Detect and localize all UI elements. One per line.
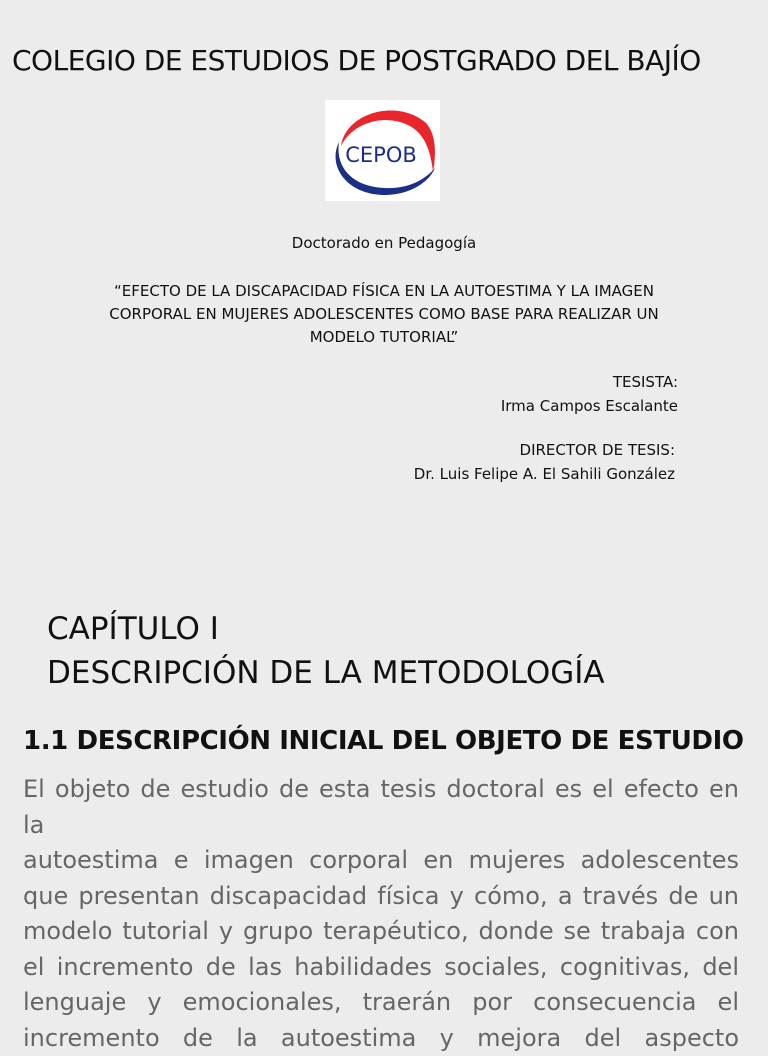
- logo-text: CEPOB: [345, 143, 417, 167]
- institution-name: COLEGIO DE ESTUDIOS DE POSTGRADO DEL BAJÍO: [12, 44, 701, 77]
- director-name: Dr. Luis Felipe A. El Sahili González: [414, 462, 675, 486]
- body-line: el incremento de las habilidades sociales, cognitivas, del: [23, 950, 739, 986]
- body-line: que presentan discapacidad física y cómo, a través de un: [23, 879, 739, 915]
- chapter-title: DESCRIPCIÓN DE LA METODOLOGÍA: [47, 651, 605, 695]
- body-line: lenguaje y emocionales, traerán por consecuencia el: [23, 985, 739, 1021]
- director-block: [414, 438, 675, 486]
- thesis-title-line: “EFECTO DE LA DISCAPACIDAD FÍSICA EN LA AUTOESTIMA Y LA IMAGEN: [90, 280, 678, 303]
- thesis-title-line: CORPORAL EN MUJERES ADOLESCENTES COMO BASE PARA REALIZAR UN: [90, 303, 678, 326]
- chapter-number: CAPÍTULO I: [47, 607, 605, 651]
- body-line: modelo tutorial y grupo terapéutico, donde se trabaja con: [23, 914, 739, 950]
- cepob-logo-graphic: [325, 100, 440, 201]
- thesis-title-line: MODELO TUTORIAL”: [90, 326, 678, 349]
- director-label: DIRECTOR DE TESIS:: [414, 438, 675, 462]
- tesista-label: TESISTA:: [501, 370, 678, 394]
- thesis-title: [90, 280, 678, 349]
- tesista-name: Irma Campos Escalante: [501, 394, 678, 418]
- tesista-block: [501, 370, 678, 418]
- chapter-heading: [47, 607, 605, 695]
- body-line: autoestima e imagen corporal en mujeres adolescentes: [23, 843, 739, 879]
- body-line: El objeto de estudio de esta tesis doctoral es el efecto en la: [23, 772, 739, 843]
- section-body: [23, 772, 739, 1056]
- degree-label: Doctorado en Pedagogía: [0, 234, 768, 252]
- cepob-logo: [325, 100, 440, 201]
- section-heading: 1.1 DESCRIPCIÓN INICIAL DEL OBJETO DE ESTUDIO: [23, 726, 744, 756]
- body-line: incremento de la autoestima y mejora del aspecto: [23, 1021, 739, 1056]
